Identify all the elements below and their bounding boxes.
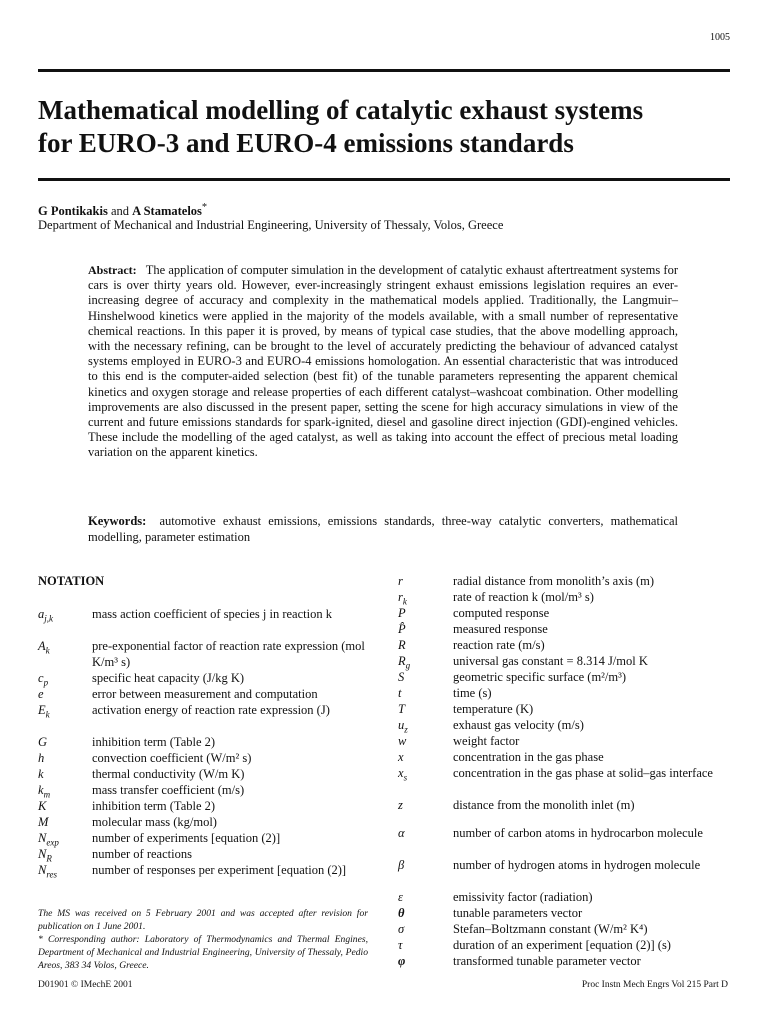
notation-description: mass action coefficient of species j in reaction k: [92, 607, 332, 621]
notation-description: concentration in the gas phase: [453, 750, 604, 764]
notation-description: number of reactions: [92, 847, 192, 861]
notation-description: measured response: [453, 622, 548, 636]
notation-symbol: K: [38, 799, 47, 813]
notation-symbol: r: [398, 590, 403, 604]
notation-heading: NOTATION: [38, 574, 105, 588]
notation-subscript: k: [45, 645, 50, 656]
notation-description: distance from the monolith inlet (m): [453, 798, 635, 812]
notation-symbol: S: [398, 670, 405, 684]
notation-symbol: G: [38, 735, 48, 749]
footer-journal: Proc Instn Mech Engrs Vol 215 Part D: [581, 980, 728, 990]
notation-symbol: z: [398, 798, 403, 812]
notation-symbol: N: [38, 863, 47, 877]
notation-description: inhibition term (Table 2): [92, 735, 216, 749]
notation-description: Stefan–Boltzmann constant (W/m² K⁴): [453, 922, 648, 936]
keywords-text: automotive exhaust emissions, emissions standards, three-way catalytic converters, mathematical modelling, parameter estimation: [88, 514, 678, 544]
notation-symbol: k: [38, 767, 44, 781]
notation-description: convection coefficient (W/m² s): [92, 751, 252, 765]
notation-description: specific heat capacity (J/kg K): [92, 671, 245, 685]
notation-symbol: σ: [398, 922, 405, 936]
affiliation: Department of Mechanical and Industrial Engineering, University of Thessaly, Volos, Greece: [38, 218, 504, 232]
notation-subscript: R: [46, 853, 52, 864]
notation-description: activation energy of reaction rate expression (J): [92, 703, 330, 717]
notation-symbol: E: [38, 703, 46, 717]
notation-description: mass transfer coefficient (m/s): [92, 783, 245, 797]
notation-symbol: T: [398, 702, 405, 716]
notation-symbol: u: [398, 718, 405, 732]
corresponding-note: * Corresponding author: Laboratory of Thermodynamics and Thermal Engines, Department of Mechanical and Industrial Engineering, University of Thessaly, Pedio Areos, 383 34 Volos, Greece.: [38, 934, 368, 971]
notation-description: concentration in the gas phase at solid–gas interface: [453, 766, 713, 780]
notation-subscript: g: [405, 660, 411, 671]
notation-description: temperature (K): [453, 702, 534, 716]
notation-description: number of experiments [equation (2)]: [92, 831, 281, 845]
authors-and: and: [110, 204, 129, 219]
notation-subscript: j,k: [44, 613, 53, 624]
authors: [38, 202, 207, 219]
notation-description: duration of an experiment [equation (2)] (s): [453, 938, 671, 952]
notation-symbol: k: [38, 783, 44, 797]
notation-description: pre-exponential factor of reaction rate expression (mol K/m³ s): [92, 639, 365, 669]
title-line-1: Mathematical modelling of catalytic exhaust systems: [38, 95, 644, 125]
notation-description: thermal conductivity (W/m K): [92, 767, 245, 781]
notation-symbol: x: [398, 766, 404, 780]
notation-symbol: r: [398, 574, 403, 588]
notation-description: rate of reaction k (mol/m³ s): [453, 590, 594, 604]
keywords-label: Keywords:: [88, 514, 147, 528]
notation-symbol: M: [38, 815, 49, 829]
author-1: G Pontikakis: [38, 204, 108, 219]
keywords: [88, 514, 678, 545]
notation-description: number of carbon atoms in hydrocarbon molecule: [453, 826, 703, 840]
notation-symbol-wrap: [38, 703, 50, 723]
notation-symbol-wrap: [38, 639, 50, 659]
notation-symbol: N: [38, 847, 47, 861]
notation-symbol: x: [398, 750, 404, 764]
notation-symbol-wrap: [38, 863, 57, 883]
notation-description: number of hydrogen atoms in hydrogen molecule: [453, 858, 701, 872]
notation-description: universal gas constant = 8.314 J/mol K: [453, 654, 648, 668]
notation-subscript: k: [45, 709, 50, 720]
paper-title: [38, 94, 738, 160]
notation-description: emissivity factor (radiation): [453, 890, 593, 904]
abstract-label: Abstract:: [88, 263, 137, 277]
notation-description: geometric specific surface (m²/m³): [453, 670, 627, 684]
received-note: The MS was received on 5 February 2001 and was accepted after revision for publication on 1 June 2001.: [38, 908, 368, 932]
notation-symbol: ε: [398, 890, 403, 904]
notation-symbol: R: [398, 654, 406, 668]
title-line-2: for EURO-3 and EURO-4 emissions standards: [38, 128, 574, 158]
notation-description: reaction rate (m/s): [453, 638, 545, 652]
notation-symbol: α: [398, 826, 405, 840]
notation-description: exhaust gas velocity (m/s): [453, 718, 584, 732]
notation-subscript: k: [402, 596, 407, 607]
notation-symbol: R: [398, 638, 406, 652]
notation-subscript: res: [46, 869, 58, 880]
author-2: A Stamatelos: [132, 204, 202, 219]
notation-symbol-wrap: [398, 766, 407, 786]
notation-symbol: φ: [398, 954, 406, 968]
notation-symbol: a: [38, 607, 45, 621]
notation-symbol: P: [398, 606, 406, 620]
notation-description: inhibition term (Table 2): [92, 799, 216, 813]
notation-description: computed response: [453, 606, 550, 620]
notation-subscript: exp: [46, 837, 59, 848]
abstract: [88, 263, 678, 461]
notation-description: radial distance from monolith’s axis (m): [453, 574, 654, 588]
top-rule: [38, 69, 730, 72]
footnote: [38, 907, 368, 972]
notation-symbol: P̂: [398, 622, 406, 636]
abstract-text: The application of computer simulation in the development of catalytic exhaust aftertreatment systems for cars is over thirty years old. However, ever-increasingly stringent exhaust emissions legislation requires an ever-increasing degree of accuracy and complexity in the mathematical models applied. Traditionally, the Langmuir–Hinshelwood kinetics were applied in the majority of the models available, with a small number of representative chemical reactions. In this paper it is proved, by means of typical case studies, that the above modelling approach, with the necessary refining, can be brought to the level of accurately predicting the behaviour of advanced catalyst systems employed in EURO-3 and EURO-4 emissions homologation. An essential characteristic that was introduced to this end is the computer-aided selection (best fit) of the tunable parameters representing the apparent chemical kinetics and oxygen storage and release properties of each different catalyst–washcoat combination. Other modelling improvements are also discussed in the present paper, setting the scene for high accuracy simulations in view of the current and future emissions standards for spark-ignited, diesel and gasoline direct injection (GDI)-engined vehicles. These include the modelling of the aged catalyst, as well as taking into account the effect of precious metal loading variation on the apparent kinetics.: [88, 263, 679, 460]
notation-symbol: e: [38, 687, 44, 701]
notation-symbol: θ: [398, 906, 405, 920]
notation-description: time (s): [453, 686, 492, 700]
notation-symbol: h: [38, 751, 45, 765]
footer-copyright: D01901 © IMechE 2001: [38, 980, 133, 990]
notation-symbol-wrap: [38, 607, 53, 627]
notation-symbol: c: [38, 671, 44, 685]
page-number: 1005: [710, 32, 730, 43]
notation-symbol: w: [398, 734, 407, 748]
notation-description: error between measurement and computation: [92, 687, 318, 701]
notation-symbol: τ: [398, 938, 403, 952]
notation-symbol: N: [38, 831, 47, 845]
notation-subscript: p: [43, 677, 49, 688]
notation-subscript: z: [404, 724, 408, 735]
notation-subscript: m: [43, 789, 51, 800]
notation-description: molecular mass (kg/mol): [92, 815, 217, 829]
notation-description: weight factor: [453, 734, 520, 748]
notation-description: number of responses per experiment [equation (2)]: [92, 863, 347, 877]
notation-description: tunable parameters vector: [453, 906, 583, 920]
notation-description: transformed tunable parameter vector: [453, 954, 641, 968]
notation-symbol: β: [398, 858, 405, 872]
notation-symbol: A: [38, 639, 46, 653]
notation-symbol: t: [398, 686, 402, 700]
title-rule: [38, 178, 730, 181]
corresponding-mark: *: [201, 202, 208, 213]
notation-subscript: s: [403, 772, 408, 783]
